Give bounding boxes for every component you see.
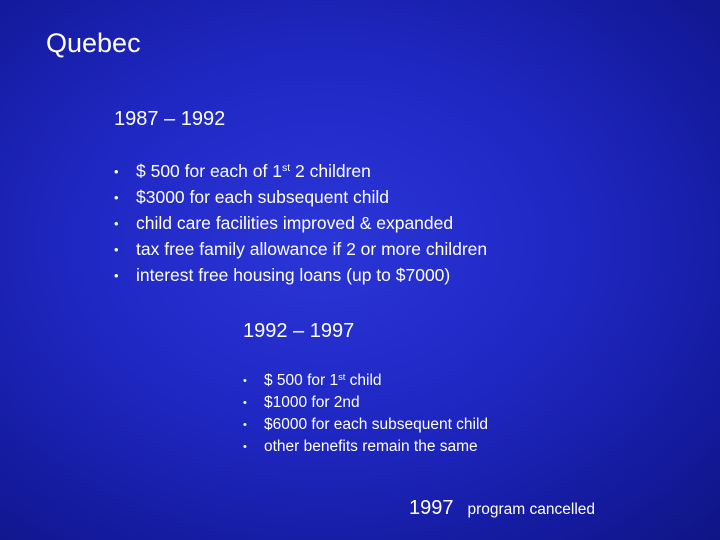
cancellation-year: 1997 <box>409 497 454 519</box>
item-text: interest free housing loans (up to $7000) <box>136 265 451 285</box>
cancellation-line <box>409 497 595 520</box>
list-item <box>243 370 488 392</box>
item-text: $3000 for each subsequent child <box>136 187 389 207</box>
list-item <box>114 210 487 236</box>
section-heading-1992-1997: 1992 – 1997 <box>243 320 355 342</box>
item-text: $ 500 for 1 <box>264 372 339 390</box>
list-item <box>114 262 487 288</box>
item-text: $6000 for each subsequent child <box>264 416 489 434</box>
bullet-icon: • <box>114 164 119 180</box>
item-text: child care facilities improved & expanded <box>136 213 454 233</box>
item-text-cont: child <box>345 372 382 390</box>
list-item <box>114 184 487 210</box>
list-item <box>243 392 488 414</box>
bullet-icon: • <box>114 190 119 206</box>
item-text: tax free family allowance if 2 or more children <box>136 239 488 259</box>
bullet-icon: • <box>114 268 119 284</box>
bullet-icon: • <box>243 419 247 431</box>
bullet-icon: • <box>114 216 119 232</box>
item-text: $ 500 for each of 1 <box>136 161 282 181</box>
item-text-cont: 2 children <box>290 161 371 181</box>
item-text: $1000 for 2nd <box>264 394 360 412</box>
item-text: other benefits remain the same <box>264 438 478 456</box>
list-item <box>114 158 487 184</box>
bullet-icon: • <box>243 397 247 409</box>
list-item <box>114 236 487 262</box>
item-superscript: st <box>281 162 291 175</box>
list-item <box>243 436 488 458</box>
bullet-icon: • <box>243 375 247 387</box>
list-item <box>243 414 488 436</box>
slide-title: Quebec <box>46 28 141 58</box>
benefits-list-1987-1992 <box>114 158 487 288</box>
benefits-list-1992-1997 <box>243 370 488 458</box>
section-heading-1987-1992: 1987 – 1992 <box>114 108 226 130</box>
bullet-icon: • <box>243 441 247 453</box>
item-superscript: st <box>338 371 346 382</box>
bullet-icon: • <box>114 242 119 258</box>
cancellation-note: program cancelled <box>467 501 596 518</box>
